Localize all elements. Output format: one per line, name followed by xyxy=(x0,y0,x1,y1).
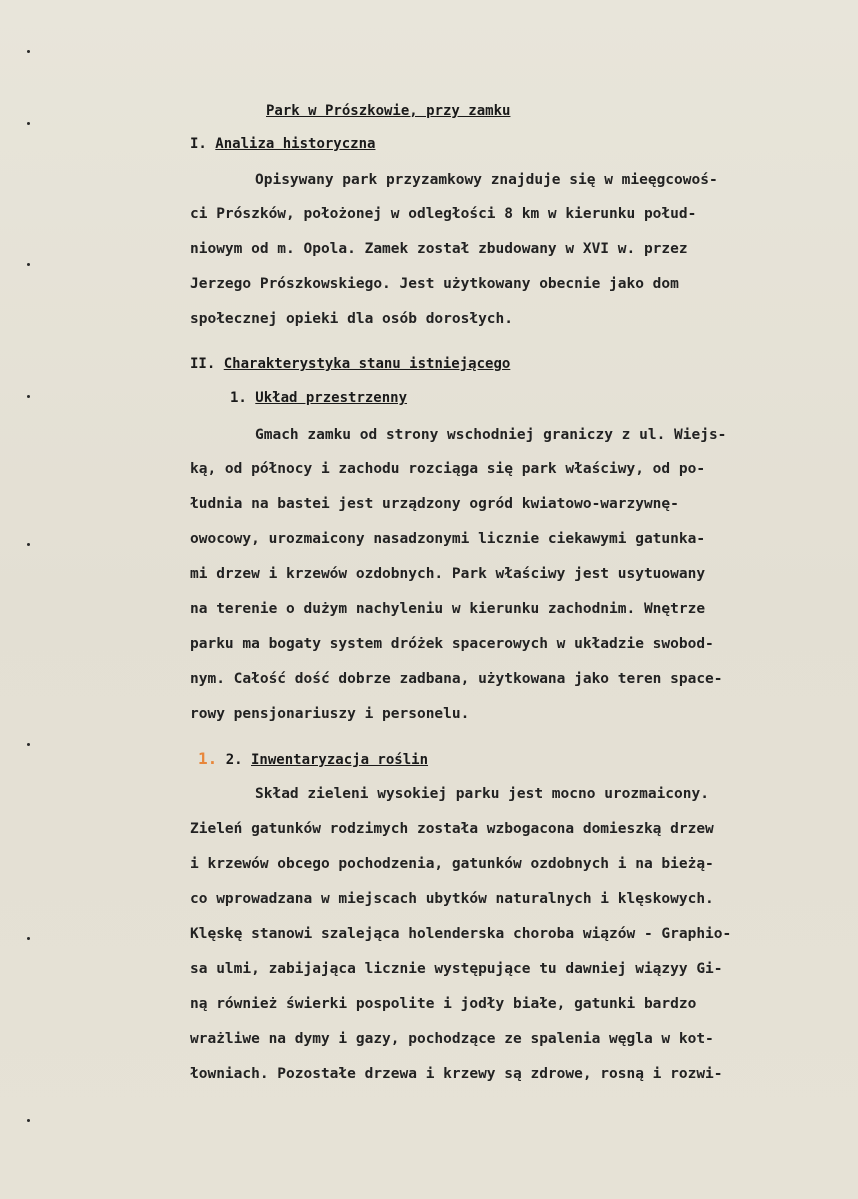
paragraph-line: Jerzego Prószkowskiego. Jest użytkowany obecnie jako dom xyxy=(190,276,679,292)
binder-holes xyxy=(0,0,40,1199)
binder-hole xyxy=(27,395,30,398)
section-heading-current-state xyxy=(190,356,510,372)
paragraph-line: parku ma bogaty system dróżek spacerowych w układzie swobod- xyxy=(190,636,714,652)
binder-hole xyxy=(27,263,30,266)
paragraph-line: co wprowadzana w miejscach ubytków naturalnych i klęskowych. xyxy=(190,891,714,907)
paragraph-line: na terenie o dużym nachyleniu w kierunku zachodnim. Wnętrze xyxy=(190,601,706,617)
paragraph-line: sa ulmi, zabijająca licznie występujące tu dawniej wiązyy Gi- xyxy=(190,961,723,977)
page-title: Park w Prószkowie, przy zamku xyxy=(266,103,511,119)
paragraph-line: łowniach. Pozostałe drzewa i krzewy są zdrowe, rosną i rozwi- xyxy=(190,1066,723,1082)
paragraph-line: Opisywany park przyzamkowy znajduje się w mieęgcowoś- xyxy=(255,172,718,188)
binder-hole xyxy=(27,1119,30,1122)
subsection-title: Inwentaryzacja roślin xyxy=(251,752,429,768)
section-number: I. xyxy=(190,136,207,152)
subsection-heading-inventory xyxy=(198,749,428,768)
section-title: Charakterystyka stanu istniejącego xyxy=(223,356,511,372)
paragraph-line: ci Prószków, położonej w odległości 8 km w kierunku połud- xyxy=(190,206,697,222)
section-heading-historical xyxy=(190,136,375,152)
paragraph-line: niowym od m. Opola. Zamek został zbudowany w XVI w. przez xyxy=(190,241,688,257)
paragraph-line: Skład zieleni wysokiej parku jest mocno urozmaicony. xyxy=(255,786,709,802)
binder-hole xyxy=(27,122,30,125)
paragraph-line: i krzewów obcego pochodzenia, gatunków ozdobnych i na bieżą- xyxy=(190,856,714,872)
binder-hole xyxy=(27,50,30,53)
paragraph-line: nym. Całość dość dobrze zadbana, użytkowana jako teren space- xyxy=(190,671,723,687)
section-number: II. xyxy=(190,356,216,372)
paragraph-line: Zieleń gatunków rodzimych została wzbogacona domieszką drzew xyxy=(190,821,714,837)
section-title: Analiza historyczna xyxy=(215,136,376,152)
paragraph-line: mi drzew i krzewów ozdobnych. Park właściwy jest usytuowany xyxy=(190,566,706,582)
subsection-title: Układ przestrzenny xyxy=(255,390,408,406)
paragraph-line: owocowy, urozmaicony nasadzonymi licznie ciekawymi gatunka- xyxy=(190,531,706,547)
subsection-heading-layout xyxy=(230,390,407,406)
subsection-number: 1. xyxy=(230,390,247,406)
paragraph-line: społecznej opieki dla osób dorosłych. xyxy=(190,311,514,327)
paragraph-line: ką, od północy i zachodu rozciąga się park właściwy, od po- xyxy=(190,461,706,477)
paragraph-line: rowy pensjonariuszy i personelu. xyxy=(190,706,470,722)
paragraph-line: ną również świerki pospolite i jodły białe, gatunki bardzo xyxy=(190,996,697,1012)
paragraph-line: wrażliwe na dymy i gazy, pochodzące ze spalenia węgla w kot- xyxy=(190,1031,714,1047)
paragraph-line: Gmach zamku od strony wschodniej graniczy z ul. Wiejs- xyxy=(255,427,727,443)
handwritten-mark: 1. xyxy=(198,749,218,768)
subsection-number: 2. xyxy=(225,752,243,768)
binder-hole xyxy=(27,937,30,940)
binder-hole xyxy=(27,543,30,546)
paragraph-line: Klęskę stanowi szalejąca holenderska choroba wiązów - Graphio- xyxy=(190,926,732,942)
paragraph-line: łudnia na bastei jest urządzony ogród kwiatowo-warzywnę- xyxy=(190,496,679,512)
binder-hole xyxy=(27,743,30,746)
